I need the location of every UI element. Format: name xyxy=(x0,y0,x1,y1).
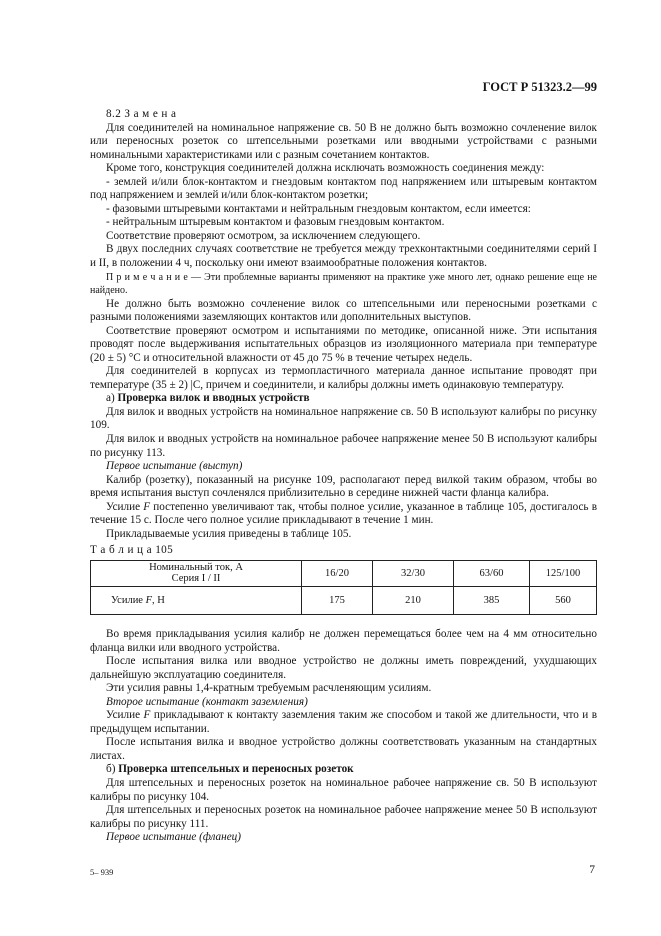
table-header-row xyxy=(91,560,597,586)
paragraph: Для соединителей в корпусах из термопластичного материала данное испытание проводят при температуре (35 ± 2) |С, причем и соединители, и калибры должны иметь одинаковую температуру. xyxy=(90,365,597,391)
header-series-label: Серия I / II xyxy=(171,573,221,585)
paragraph: Для штепсельных и переносных розеток на номинальное рабочее напряжение менее 50 В используют калибры по рисунку 111. xyxy=(90,804,597,830)
test-heading: Первое испытание (фланец) xyxy=(106,831,241,844)
paragraph xyxy=(90,501,597,528)
row-label xyxy=(91,586,302,614)
list-item: - нейтральным штыревым контактом и фазовым гнездовым контактом. xyxy=(106,216,445,229)
table-cell: 385 xyxy=(454,586,530,614)
paragraph: Для вилок и вводных устройств на номинальное напряжение св. 50 В используют калибры по рисунку 109. xyxy=(90,405,597,432)
test-heading: Первое испытание (выступ) xyxy=(106,460,243,473)
table-cell: 175 xyxy=(302,586,373,614)
paragraph: Соответствие проверяют осмотром, за исключением следующего. xyxy=(106,229,421,242)
subsection-heading-b xyxy=(90,763,597,777)
force-table xyxy=(90,560,597,615)
list-item: - землей и/или блок-контактом и гнездовым контактом под напряжением или штыревым контактом под напряжением и землей и/или блок-контактом розетки; xyxy=(90,175,597,202)
table-cell: 210 xyxy=(373,586,454,614)
text-run: прикладывают к контакту заземления таким же способом и такой же длительности, что и в предыдущем испытании. xyxy=(90,709,597,735)
paragraph: Не должно быть возможно сочленение вилок со штепсельными или переносными розетками с разными положениями заземляющих контактов или дополнительных выступов. xyxy=(90,297,597,324)
force-symbol: F xyxy=(143,709,151,722)
text-run: Усилие xyxy=(106,500,144,513)
row-label-text: Усилие xyxy=(111,594,146,606)
print-code: 5– 939 xyxy=(90,867,114,877)
column-header: 32/30 xyxy=(373,560,454,586)
section-heading: 8.2 З а м е н а xyxy=(106,108,177,120)
test-heading: Второе испытание (контакт заземления) xyxy=(106,695,308,708)
page-number: 7 xyxy=(589,864,595,876)
table-row xyxy=(91,586,597,614)
paragraph: Во время прикладывания усилия калибр не должен перемещаться более чем на 4 мм относительно фланца вилки или вводного устройства. xyxy=(90,627,597,654)
row-label-unit: , Н xyxy=(152,594,165,606)
table-cell: 560 xyxy=(530,586,597,614)
table-caption: Т а б л и ц а 105 xyxy=(90,544,174,557)
paragraph: После испытания вилка или вводное устройство не должны иметь повреждений, ухудшающих дальнейшую эксплуатацию соединителя. xyxy=(90,655,597,681)
paragraph: Калибр (розетку), показанный на рисунке 109, располагают перед вилкой таким образом, чтобы во время испытания выступ сочленялся приблизительно в середине нижней части фланца калибра. xyxy=(90,473,597,500)
paragraph: Кроме того, конструкция соединителей должна исключать возможность соединения между: xyxy=(106,162,545,175)
subsection-label: б) xyxy=(106,763,119,776)
document-code: ГОСТ Р 51323.2—99 xyxy=(482,80,597,94)
document-body xyxy=(90,108,597,845)
paragraph: В двух последних случаях соответствие не требуется между трехконтактными соединителями серий I и II, в положении 4 ч, поскольку они имеют взаимообратные положения контактов. xyxy=(90,243,597,270)
paragraph: Для соединителей на номинальное напряжение св. 50 В не должно быть возможно сочленение вилок или переносных розеток со штепсельными розетками или вводными устройствами с разными номинальными характеристиками или с разным сочетанием контактов. xyxy=(90,121,597,161)
header-current-label: Номинальный ток, А xyxy=(149,561,243,573)
paragraph: Для штепсельных и переносных розеток на номинальное рабочее напряжение св. 50 В используют калибры по рисунку 104. xyxy=(90,776,597,803)
force-symbol: F xyxy=(145,594,153,606)
text-run: постепенно увеличивают так, чтобы полное усилие, указанное в таблице 105, достигалось в течение 15 с. После чего полное усилие прикладывают в течение 1 мин. xyxy=(90,500,597,527)
subsection-title: Проверка штепсельных и переносных розеток xyxy=(118,763,354,776)
paragraph: После испытания вилка и вводное устройство должны соответствовать указанным на стандартных листах. xyxy=(90,736,597,762)
force-symbol: F xyxy=(143,500,151,513)
subsection-heading-a xyxy=(90,392,597,406)
column-header: 16/20 xyxy=(302,560,373,586)
table-header-cell xyxy=(91,560,302,586)
subsection-title: Проверка вилок и вводных устройств xyxy=(117,392,310,405)
column-header: 63/60 xyxy=(454,560,530,586)
paragraph: Для вилок и вводных устройств на номинальное рабочее напряжение менее 50 В используют калибры по рисунку 113. xyxy=(90,433,597,459)
paragraph: Соответствие проверяют осмотром и испытаниями по методике, описанной ниже. Эти испытания проводят после выдерживания испытательных образцов из изоляционного материала при температуре (20 ± 5) °С и относительной влажности от 45 до 75 % в течение четырех недель. xyxy=(90,324,597,364)
paragraph: Эти усилия равны 1,4-кратным требуемым расчленяющим усилиям. xyxy=(106,682,432,695)
list-item: - фазовыми штыревыми контактами и нейтральным гнездовым контактом, если имеется: xyxy=(106,202,531,215)
paragraph: Прикладываемые усилия приведены в таблице 105. xyxy=(106,527,352,540)
text-run: Усилие xyxy=(106,709,144,722)
note: П р и м е ч а н и е — Эти проблемные варианты применяют на практике уже много лет, однако решение еще не найдено. xyxy=(90,271,597,297)
subsection-label: а) xyxy=(106,392,118,405)
column-header: 125/100 xyxy=(530,560,597,586)
paragraph xyxy=(90,709,597,736)
